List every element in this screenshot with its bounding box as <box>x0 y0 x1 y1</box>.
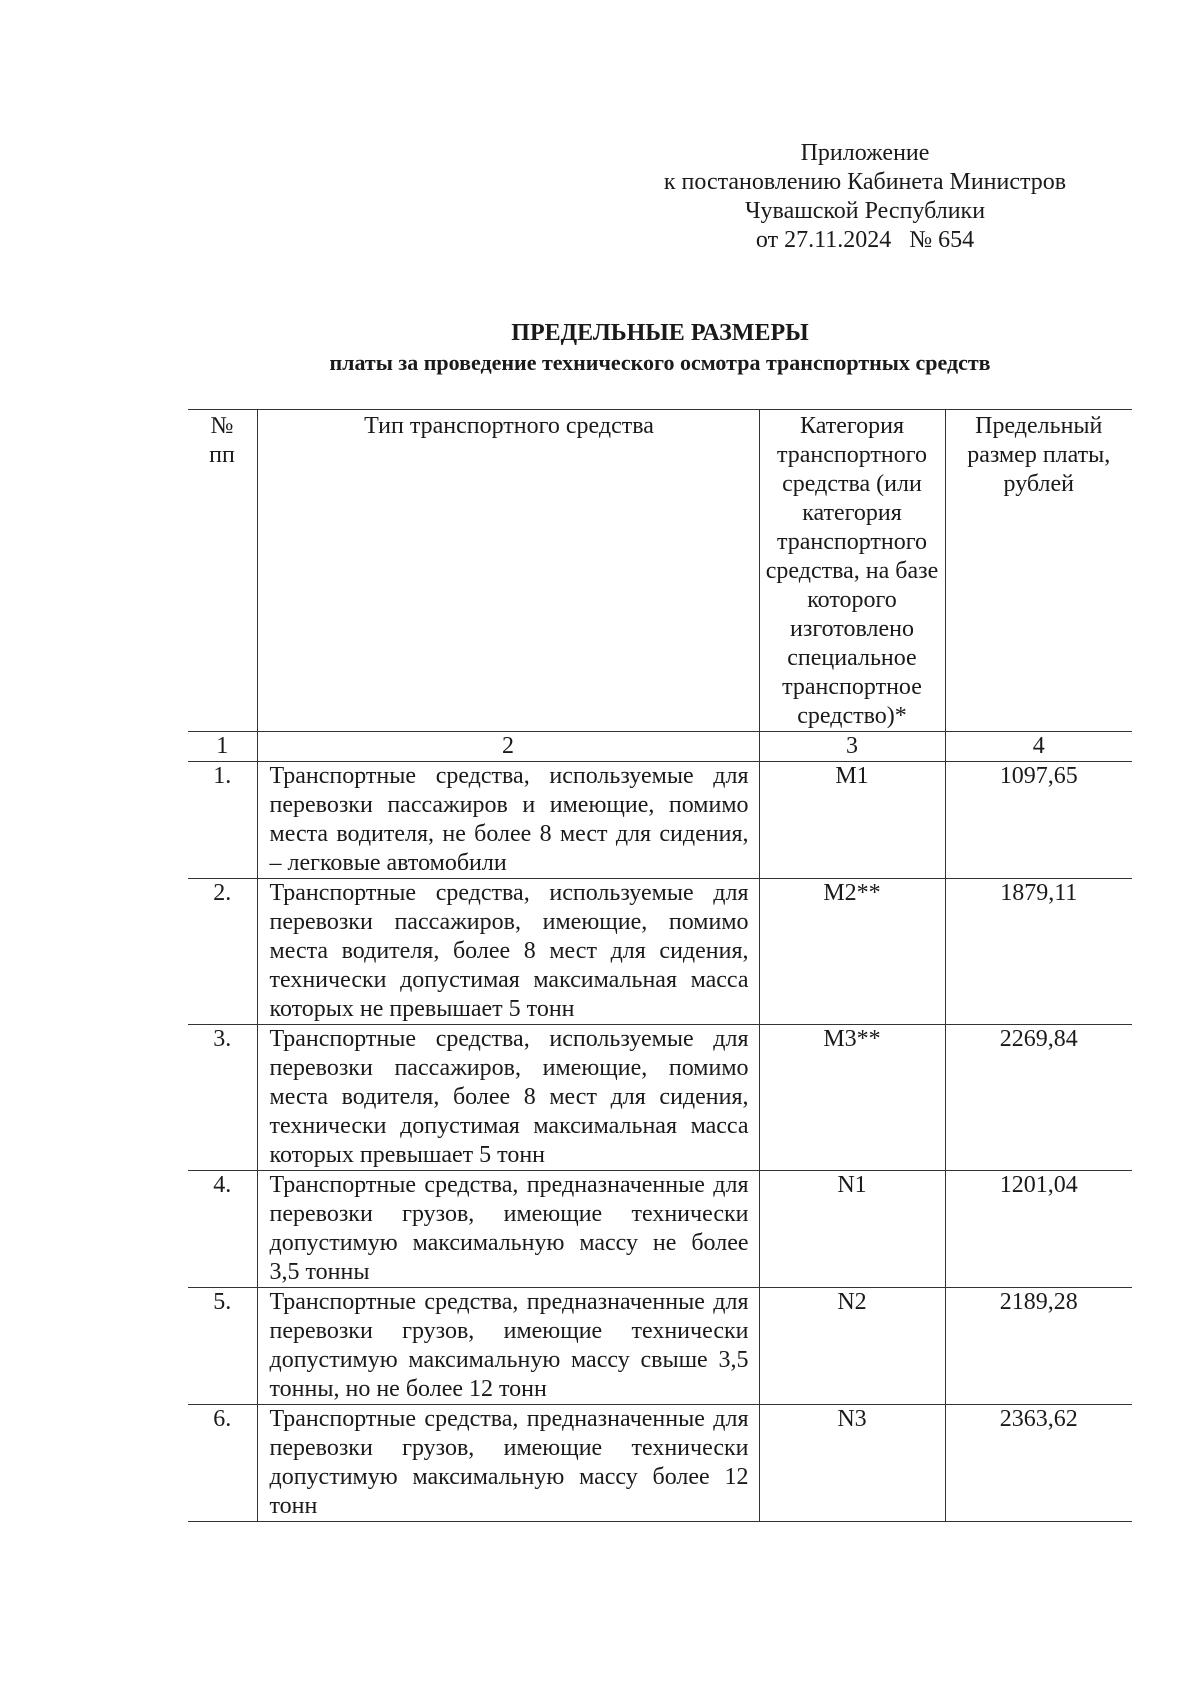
vehicle-category: N1 <box>759 1171 945 1288</box>
vehicle-category: N2 <box>759 1288 945 1405</box>
vehicle-category: N3 <box>759 1405 945 1522</box>
title-subtitle: платы за проведение технического осмотра транспортных средств <box>329 350 991 375</box>
table-row <box>188 762 1132 879</box>
appendix-date-number: от 27.11.2024 № 654 <box>755 227 975 253</box>
vehicle-type: Транспортные средства, предназначенные для перевозки грузов, имеющие технически допустимую максимальную массу более 12 тонн <box>257 1405 759 1522</box>
fee-amount: 2269,84 <box>945 1025 1132 1171</box>
table-row <box>188 1288 1132 1405</box>
appendix-republic: Чувашской Республики <box>744 198 986 224</box>
header-type: Тип транспортного средства <box>257 410 759 732</box>
fee-amount: 1879,11 <box>945 879 1132 1025</box>
vehicle-type: Транспортные средства, предназначенные для перевозки грузов, имеющие технически допустимую максимальную массу свыше 3,5 тонны, но не более 12 тонн <box>257 1288 759 1405</box>
table-row <box>188 879 1132 1025</box>
fee-amount: 2189,28 <box>945 1288 1132 1405</box>
column-index-1: 1 <box>216 733 229 759</box>
vehicle-type: Транспортные средства, используемые для перевозки пассажиров, имеющие, помимо места водителя, более 8 мест для сидения, технически допустимая максимальная масса которых превышает 5 тонн <box>257 1025 759 1171</box>
appendix-block <box>600 139 1130 255</box>
column-index-3: 3 <box>759 732 945 762</box>
row-number: 4. <box>213 1172 232 1198</box>
fee-amount: 1097,65 <box>945 762 1132 879</box>
table-row <box>188 1405 1132 1522</box>
vehicle-type: Транспортные средства, используемые для перевозки пассажиров, имеющие, помимо места водителя, более 8 мест для сидения, технически допустимая максимальная масса которых не превышает 5 тонн <box>257 879 759 1025</box>
row-number: 6. <box>213 1406 232 1432</box>
header-num: № пп <box>209 413 235 468</box>
table-row <box>188 1025 1132 1171</box>
table-header-row <box>188 410 1132 732</box>
row-number: 3. <box>213 1026 232 1052</box>
appendix-decree-ref: к постановлению Кабинета Министров <box>663 169 1067 195</box>
row-number: 5. <box>213 1289 232 1315</box>
header-fee: Предельный размер платы, рублей <box>945 410 1132 732</box>
vehicle-category: M3** <box>759 1025 945 1171</box>
column-index-row <box>188 732 1132 762</box>
appendix-label: Приложение <box>800 140 930 166</box>
vehicle-category: M2** <box>759 879 945 1025</box>
row-number: 1. <box>213 763 232 789</box>
table-row <box>188 1171 1132 1288</box>
vehicle-type: Транспортные средства, используемые для перевозки пассажиров и имеющие, помимо места водителя, не более 8 мест для сидения, – легковые автомобили <box>257 762 759 879</box>
vehicle-category: M1 <box>759 762 945 879</box>
fee-table <box>188 409 1132 1522</box>
title-main: ПРЕДЕЛЬНЫЕ РАЗМЕРЫ <box>511 320 809 346</box>
fee-amount: 2363,62 <box>945 1405 1132 1522</box>
fee-amount: 1201,04 <box>945 1171 1132 1288</box>
document-title <box>180 318 1140 378</box>
row-number: 2. <box>213 880 232 906</box>
vehicle-type: Транспортные средства, предназначенные для перевозки грузов, имеющие технически допустимую максимальную массу не более 3,5 тонны <box>257 1171 759 1288</box>
column-index-4: 4 <box>945 732 1132 762</box>
column-index-2: 2 <box>257 732 759 762</box>
header-category: Категория транспортного средства (или категория транспортного средства, на базе которого изготовлено специальное транспортное средство)* <box>759 410 945 732</box>
